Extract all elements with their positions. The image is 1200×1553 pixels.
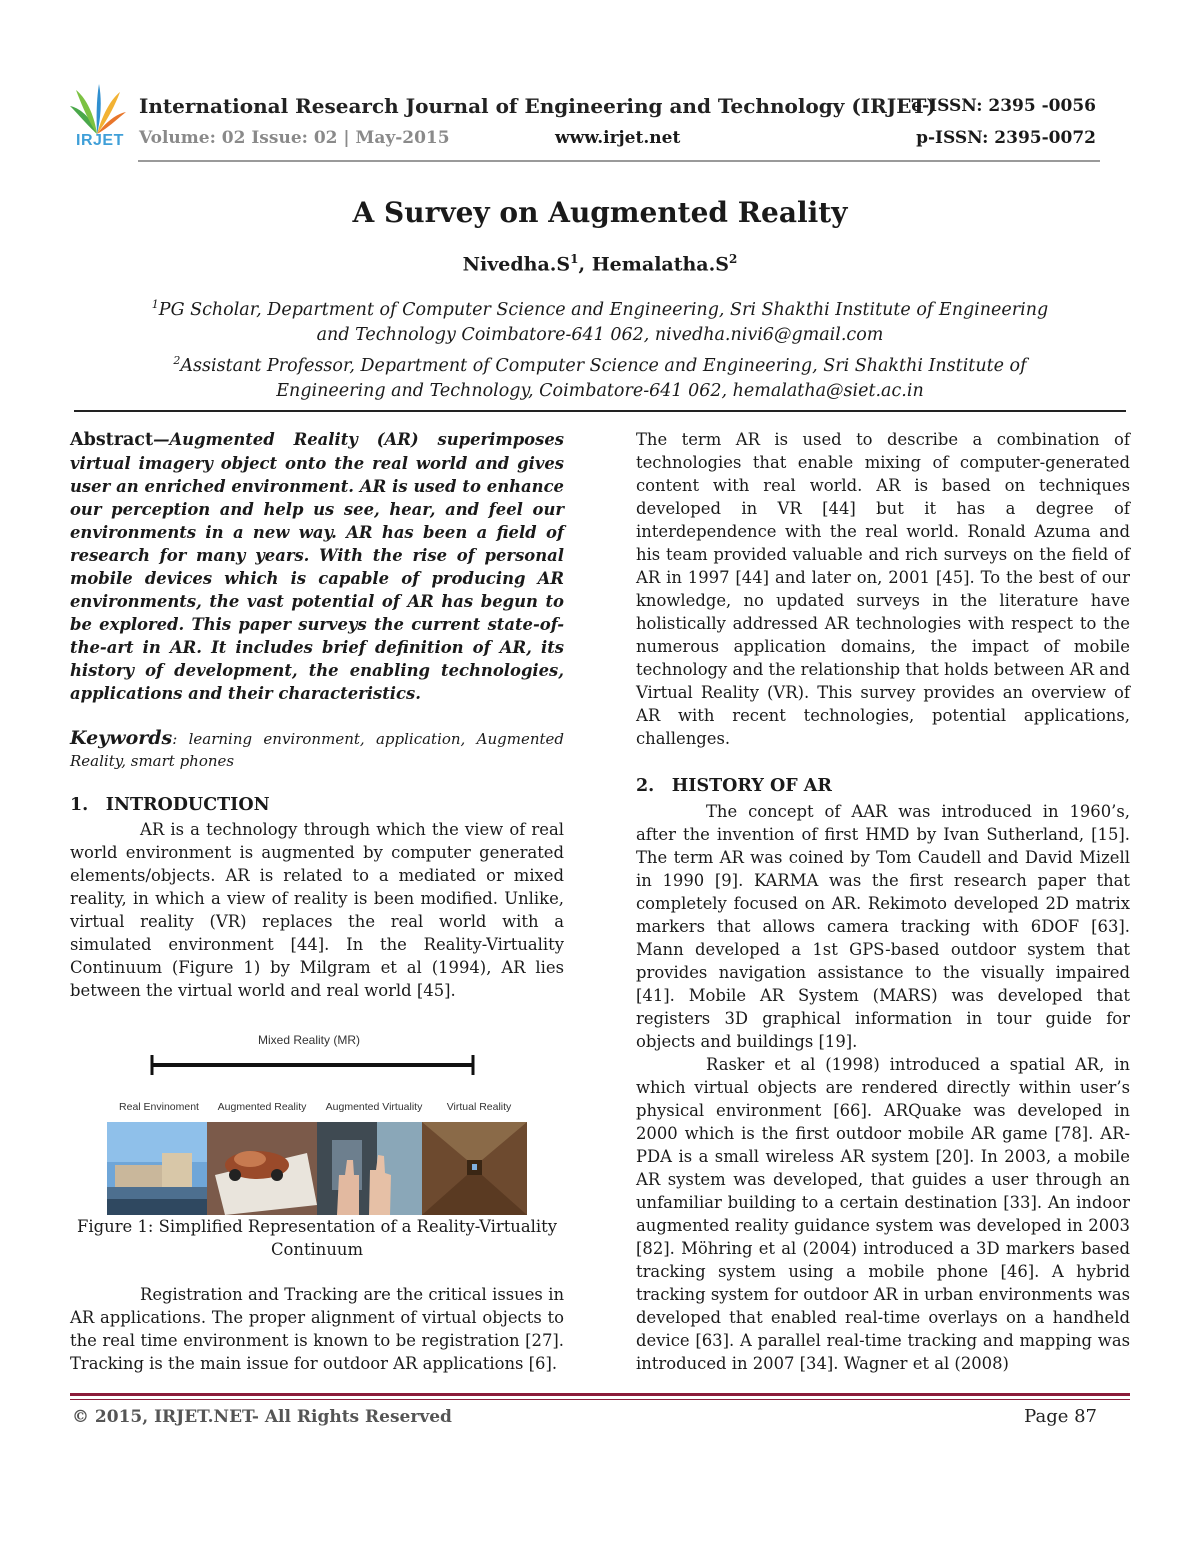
affiliation-2a [120, 348, 1080, 379]
affiliation-1a [120, 292, 1080, 323]
caption-line-1: Figure 1: Simplified Representation of a Reality-Virtuality [77, 1217, 557, 1236]
section-2-heading: 2. HISTORY OF AR [636, 776, 832, 796]
journal-url[interactable]: www.irjet.net [555, 128, 681, 148]
footer-divider-thick [70, 1393, 1130, 1396]
history-paragraph-1: The concept of AAR was introduced in 1960’s, after the invention of first HMD by Ivan Sutherland, [15]. The term AR was coined by Tom Caudell and David Mizell in 1990 [9]. KARMA was the first research paper that completely focused on AR. Rekimoto developed 2D matrix markers that allows camera tracking with 6DOF [63]. Mann developed a 1st GPS-based outdoor system that provides navigation assistance to the visually impaired [41]. Mobile AR System (MARS) was developed that registers 3D graphical information in tour guide for objects and buildings [19]. [636, 802, 1130, 1051]
author-2: Hemalatha.S [591, 253, 729, 276]
leaf-logo-icon [66, 84, 128, 136]
affil-1-sup: 1 [151, 298, 159, 311]
keywords [70, 727, 564, 772]
author-1: Nivedha.S [462, 253, 571, 276]
section-1-body-continued [70, 1283, 564, 1375]
figure-1 [107, 1025, 527, 1215]
eissn: e-ISSN: 2395 -0056 [911, 96, 1096, 116]
intro-paragraph-1: AR is a technology through which the view of real world environment is augmented by computer generated elements/objects. AR is related to a mediated or mixed reality, in which a view of reality is been modified. Unlike, virtual reality (VR) replaces the real world with a simulated environment [44]. In the Reality-Virtuality Continuum (Figure 1) by Milgram et al (1994), AR lies between the virtual world and real world [45]. [70, 820, 564, 1000]
logo-text: IRJET [76, 132, 124, 149]
author-1-sup: 1 [570, 252, 579, 266]
affil-1a-text: PG Scholar, Department of Computer Science and Engineering, Sri Shakthi Institute of Engineering [158, 299, 1049, 320]
mr-label: Mixed Reality (MR) [257, 1033, 361, 1047]
author-2-sup: 2 [728, 252, 738, 266]
abstract-paragraph [70, 428, 564, 705]
label-augmented-virtuality: Augmented Virtuality [325, 1101, 423, 1113]
affiliation-1b: and Technology Coimbatore-641 062, nivedha.nivi6@gmail.com [316, 324, 884, 345]
page-number: Page 87 [1024, 1406, 1097, 1427]
label-augmented-reality: Augmented Reality [217, 1101, 307, 1113]
journal-name: International Research Journal of Engineering and Technology (IRJET) [139, 94, 936, 118]
paper-title: A Survey on Augmented Reality [352, 196, 848, 229]
keywords-paragraph [70, 727, 564, 772]
section-1-heading: 1. INTRODUCTION [70, 795, 270, 815]
author-line: $Nivedha.S^1$, $Hemalatha.S^2$ [462, 252, 738, 276]
intro-paragraph-right: The term AR is used to describe a combination of technologies that enable mixing of computer-generated content with real world. AR is based on techniques developed in VR [44] but it has a degree of interdependence with the real world. Ronald Azuma and his team provided valuable and rich surveys on the field of AR in 1997 [44] and later on, 2001 [45]. To the best of our knowledge, no updated surveys in the literature have holistically addressed AR technologies with respect to the numerous application domains, the impact of mobile technology and the relationship that holds between AR and Virtual Reality (VR). This survey provides an overview of AR with recent technologies, potential applications, challenges. [636, 430, 1130, 748]
right-column-intro [636, 428, 1130, 750]
figure-1-caption [70, 1215, 564, 1261]
volume-issue: Volume: 02 Issue: 02 | May-2015 [139, 128, 450, 148]
abstract [70, 428, 564, 705]
journal-header [66, 84, 1100, 158]
abstract-text: —Augmented Reality (AR) superimposes virtual imagery object onto the real world and gives user an enriched environment. AR is used to enhance our perception and help us see, hear, and feel our environments in a new way. AR has been a field of research for many years. With the rise of personal mobile devices which is capable of producing AR environments, the vast potential of AR has begun to be explored. This paper surveys the current state-of-the-art in AR. It includes brief definition of AR, its history of development, the enabling technologies, applications and their characteristics. [70, 430, 564, 703]
section-1-body [70, 818, 564, 1002]
affiliation-2b: Engineering and Technology, Coimbatore-641 062, hemalatha@siet.ac.in [276, 380, 924, 401]
intro-paragraph-2: Registration and Tracking are the critical issues in AR applications. The proper alignment of virtual objects to the real time environment is known to be registration [27]. Tracking is the main issue for outdoor AR applications [6]. [70, 1285, 564, 1373]
section-2-body [636, 800, 1130, 1375]
label-virtual-reality: Virtual Reality [446, 1101, 512, 1113]
footer-divider-thin [70, 1399, 1130, 1400]
history-paragraph-2: Rasker et al (1998) introduced a spatial AR, in which virtual objects are rendered directly within user’s physical environment [66]. ARQuake was developed in 2000 which is the first outdoor mobile AR game [78]. AR-PDA is a small wireless AR system [20]. In 2003, a mobile AR system was developed, that guides a user through an unfamiliar building to a certain destination [33]. An indoor augmented reality guidance system was developed in 2003 [82]. Möhring et al (2004) introduced a 3D markers based tracking system using a mobile phone [46]. A hybrid tracking system for outdoor AR in urban environments was developed that enabled real-time overlays on a handheld device [63]. A parallel real-time tracking and mapping was introduced in 2007 [34]. Wagner et al (2008) [636, 1055, 1130, 1373]
copyright: © 2015, IRJET.NET- All Rights Reserved [72, 1407, 452, 1427]
affiliations [120, 292, 1080, 404]
panel-real-environment [107, 1122, 207, 1215]
panel-augmented-virtuality [317, 1122, 422, 1215]
title-divider [74, 410, 1126, 412]
abstract-label: Abstract [70, 430, 154, 450]
reality-virtuality-continuum-image [107, 1025, 527, 1215]
affil-2a-text: Assistant Professor, Department of Computer Science and Engineering, Sri Shakthi Institute of [180, 355, 1027, 376]
panel-augmented-reality [207, 1122, 317, 1215]
irjet-logo [66, 84, 128, 154]
keywords-label: Keywords [70, 727, 173, 749]
pissn: p-ISSN: 2395-0072 [916, 128, 1096, 148]
header-divider [138, 160, 1100, 162]
affil-2-sup: 2 [173, 353, 181, 367]
panel-virtual-reality [422, 1122, 527, 1215]
label-real-environment: Real Envinoment [119, 1101, 199, 1113]
caption-line-2: Continuum [270, 1240, 363, 1259]
keywords-text: : learning environment, application, Augmented Reality, smart phones [70, 730, 564, 770]
